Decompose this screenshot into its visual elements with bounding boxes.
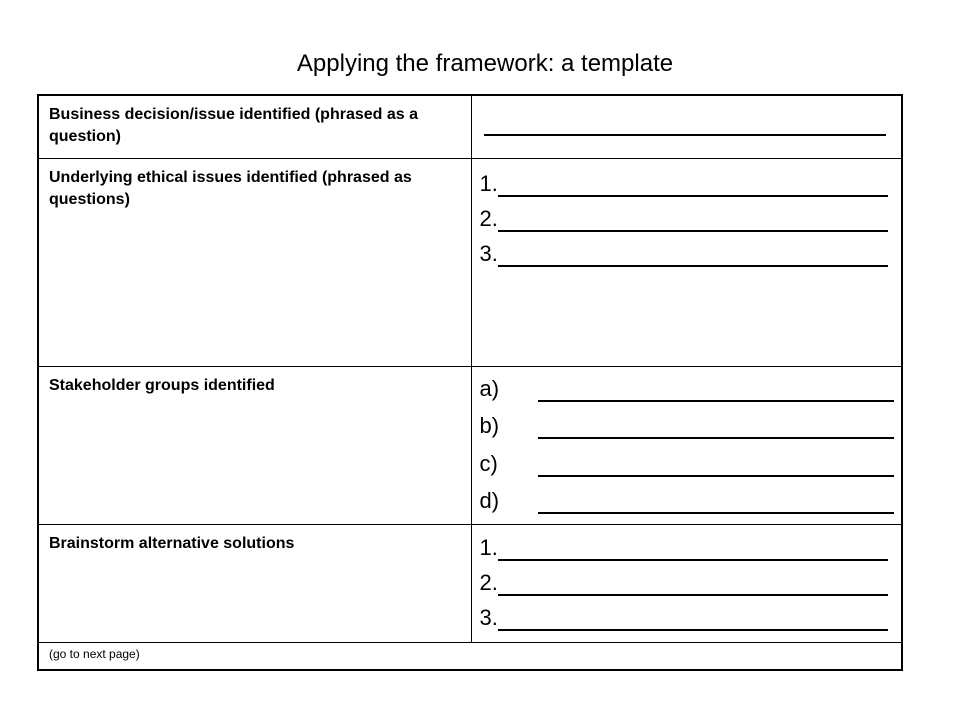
item-number: 1. — [479, 170, 498, 196]
answer-blank[interactable] — [538, 413, 894, 439]
decision-row — [38, 95, 902, 158]
answer-blank[interactable] — [538, 488, 894, 514]
item-letter: c) — [479, 450, 498, 476]
ethical-issues-label: Underlying ethical issues identified (phrased as questions) — [38, 158, 471, 366]
stakeholders-label: Stakeholder groups identified — [38, 366, 471, 524]
stakeholder-line[interactable] — [480, 488, 894, 514]
ethical-issues-row — [38, 158, 902, 366]
answer-blank[interactable] — [538, 451, 894, 477]
item-number: 3. — [479, 604, 498, 630]
answer-blank[interactable] — [538, 376, 894, 402]
alternative-line[interactable] — [480, 570, 888, 596]
stakeholder-line[interactable] — [480, 376, 894, 402]
decision-answer-cell[interactable] — [471, 95, 902, 158]
stakeholder-line[interactable] — [480, 413, 894, 439]
item-number: 2. — [479, 205, 498, 231]
item-number: 2. — [479, 569, 498, 595]
footer-note: (go to next page) — [38, 642, 902, 670]
framework-template-table — [37, 94, 903, 671]
item-number: 3. — [479, 240, 498, 266]
answer-blank[interactable] — [498, 535, 888, 561]
stakeholders-row — [38, 366, 902, 524]
item-letter: a) — [479, 375, 500, 401]
alternative-line[interactable] — [480, 605, 888, 631]
ethical-issue-line[interactable] — [480, 206, 888, 232]
item-number: 1. — [479, 534, 498, 560]
answer-blank[interactable] — [498, 171, 888, 197]
item-letter: d) — [479, 487, 500, 513]
alternatives-answer-cell — [471, 524, 902, 642]
decision-label: Business decision/issue identified (phrased as a question) — [38, 95, 471, 158]
answer-blank[interactable] — [498, 605, 888, 631]
decision-answer-line[interactable] — [484, 110, 886, 136]
alternatives-label: Brainstorm alternative solutions — [38, 524, 471, 642]
ethical-issue-line[interactable] — [480, 241, 888, 267]
item-letter: b) — [479, 412, 500, 438]
answer-blank[interactable] — [498, 570, 888, 596]
alternatives-row — [38, 524, 902, 642]
stakeholders-answer-cell — [471, 366, 902, 524]
answer-blank[interactable] — [498, 206, 888, 232]
answer-blank[interactable] — [498, 241, 888, 267]
ethical-issues-answer-cell — [471, 158, 902, 366]
stakeholder-line[interactable] — [480, 451, 894, 477]
footer-row — [38, 642, 902, 670]
ethical-issue-line[interactable] — [480, 171, 888, 197]
page-title: Applying the framework: a template — [296, 50, 674, 77]
alternative-line[interactable] — [480, 535, 888, 561]
answer-blank[interactable] — [484, 110, 886, 136]
